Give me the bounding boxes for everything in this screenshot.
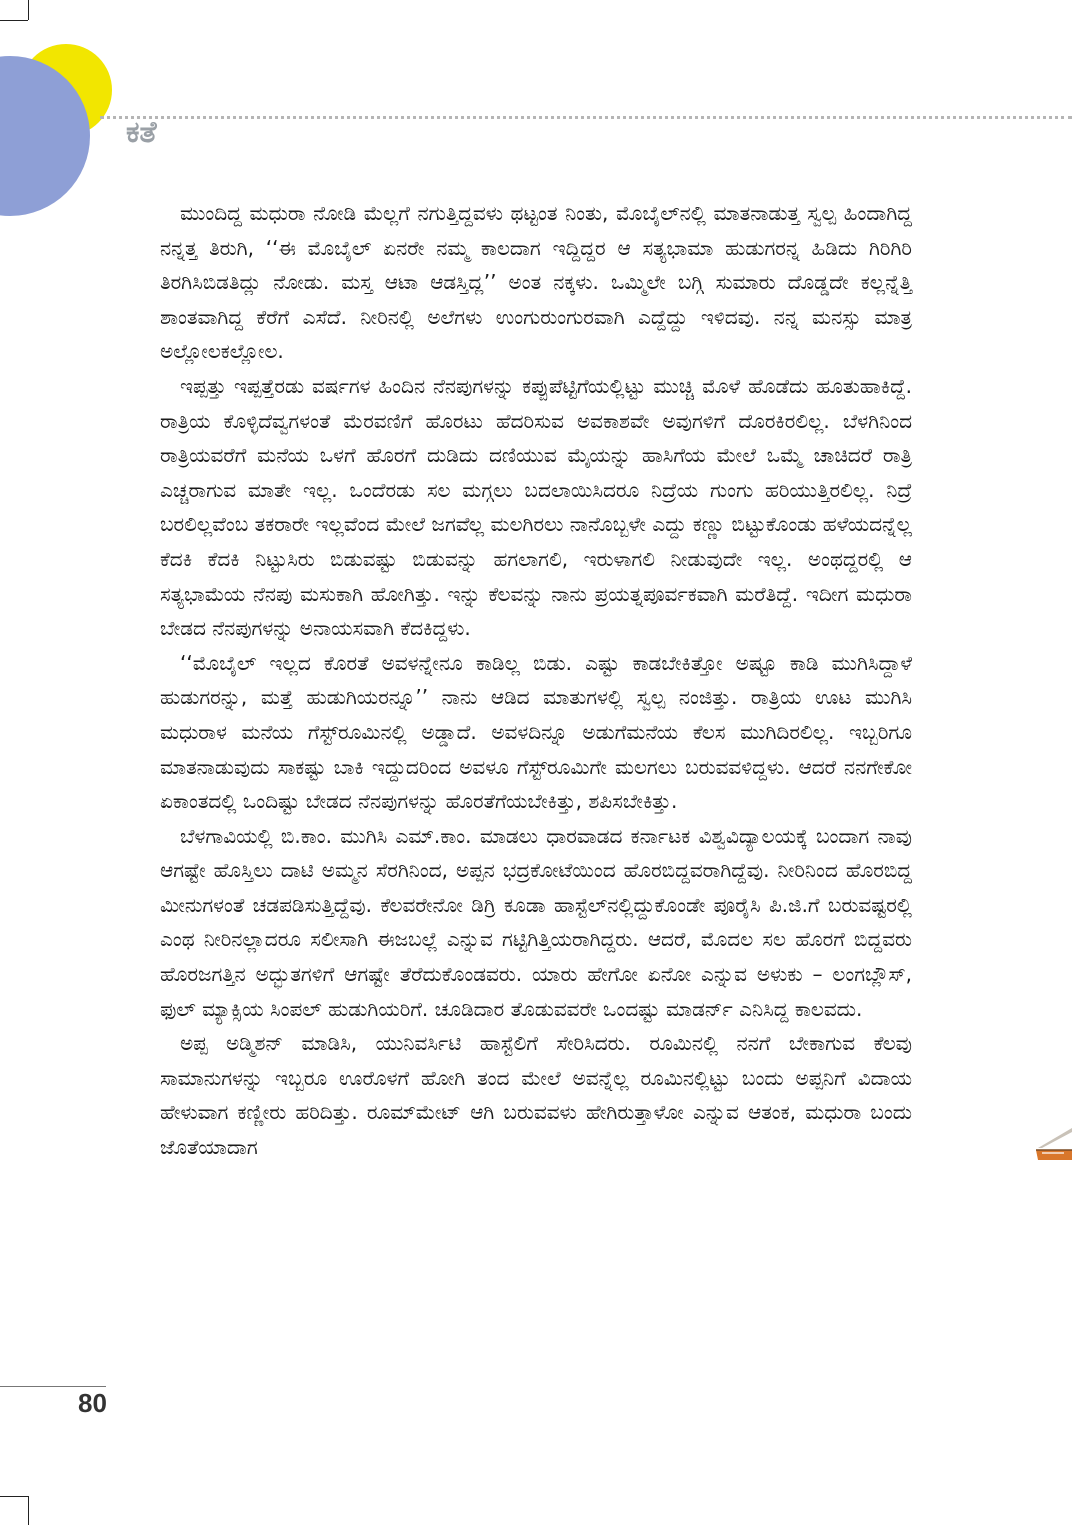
paragraph-4: ಬೆಳಗಾವಿಯಲ್ಲಿ ಬಿ.ಕಾಂ. ಮುಗಿಸಿ ಎಮ್.ಕಾಂ. ಮಾಡಲು ಧಾರವಾಡದ ಕರ್ನಾಟಕ ವಿಶ್ವವಿದ್ಯಾಲಯಕ್ಕೆ ಬಂದಾಗ ನಾವು ಆಗಷ್ಟೇ ಹೊಸ್ತಿಲು ದಾಟಿ ಅಮ್ಮನ ಸೆರಗಿನಿಂದ, ಅಪ್ಪನ ಭದ್ರಕೋಟೆಯಿಂದ ಹೊರಬಿದ್ದವರಾಗಿದ್ದೆವು. ನೀರಿನಿಂದ ಹೊರಬಿದ್ದ ಮೀನುಗಳಂತೆ ಚಡಪಡಿಸುತ್ತಿದ್ದೆವು. ಕೆಲವರೇನೋ ಡಿಗ್ರಿ ಕೂಡಾ ಹಾಸ್ಟೆಲ್‌ನಲ್ಲಿದ್ದುಕೊಂಡೇ ಪೂರೈಸಿ ಪಿ.ಜಿ.ಗೆ ಬರುವಷ್ಟರಲ್ಲಿ ಎಂಥ ನೀರಿನಲ್ಲಾದರೂ ಸಲೀಸಾಗಿ ಈಜಬಲ್ಲೆ ಎನ್ನುವ ಗಟ್ಟಿಗಿತ್ತಿಯರಾಗಿದ್ದರು. ಆದರೆ, ಮೊದಲ ಸಲ ಹೊರಗೆ ಬಿದ್ದವರು ಹೊರಜಗತ್ತಿನ ಅದ್ಭುತಗಳಿಗೆ ಆಗಷ್ಟೇ ತೆರೆದುಕೊಂಡವರು. ಯಾರು ಹೇಗೋ ಏನೋ ಎನ್ನುವ ಅಳುಕು – ಲಂಗಬ್ಲೌಸ್, ಫುಲ್ ಮ್ಯಾಕ್ಸಿಯ ಸಿಂಪಲ್ ಹುಡುಗಿಯರಿಗೆ. ಚೂಡಿದಾರ ತೊಡುವವರೇ ಒಂದಷ್ಟು ಮಾಡರ್ನ್ ಎನಿಸಿದ್ದ ಕಾಲವದು. <box>160 823 912 1021</box>
side-illustration-fragment <box>1034 1120 1072 1170</box>
crop-mark-bottom-left-vertical <box>28 1496 29 1525</box>
header-dotted-rule <box>100 116 1072 119</box>
crop-mark-top-left-vertical <box>28 0 29 20</box>
paragraph-1: ಮುಂದಿದ್ದ ಮಧುರಾ ನೋಡಿ ಮೆಲ್ಲಗೆ ನಗುತ್ತಿದ್ದವಳು ಥಟ್ಟಂತ ನಿಂತು, ಮೊಬೈಲ್‌ನಲ್ಲಿ ಮಾತನಾಡುತ್ತ ಸ್ವಲ್ಪ ಹಿಂದಾಗಿದ್ದ ನನ್ನತ್ತ ತಿರುಗಿ, ‘‘ಈ ಮೊಬೈಲ್ ಏನರೇ ನಮ್ಮ ಕಾಲದಾಗ ಇದ್ದಿದ್ದರ ಆ ಸತ್ಯಭಾಮಾ ಹುಡುಗರನ್ನ ಹಿಡಿದು ಗಿರಿಗಿರಿ ತಿರಗಿಸಿಬಿಡತಿದ್ಲು ನೋಡು. ಮಸ್ತ ಆಟಾ ಆಡಸ್ತಿದ್ಲ’’ ಅಂತ ನಕ್ಕಳು. ಒಮ್ಮಿಲೇ ಬಗ್ಗಿ ಸುಮಾರು ದೊಡ್ಡದೇ ಕಲ್ಲನ್ನೆತ್ತಿ ಶಾಂತವಾಗಿದ್ದ ಕೆರೆಗೆ ಎಸೆದೆ. ನೀರಿನಲ್ಲಿ ಅಲೆಗಳು ಉಂಗುರುಂಗುರವಾಗಿ ಎದ್ದೆದ್ದು ಇಳಿದವು. ನನ್ನ ಮನಸ್ಸು ಮಾತ್ರ ಅಲ್ಲೋಲಕಲ್ಲೋಲ. <box>160 201 912 364</box>
paragraph-5: ಅಪ್ಪ ಅಡ್ಮಿಶನ್ ಮಾಡಿಸಿ, ಯುನಿವರ್ಸಿಟಿ ಹಾಸ್ಟೆಲಿಗೆ ಸೇರಿಸಿದರು. ರೂಮಿನಲ್ಲಿ ನನಗೆ ಬೇಕಾಗುವ ಕೆಲವು ಸಾಮಾನುಗಳನ್ನು ಇಬ್ಬರೂ ಊರೊಳಗೆ ಹೋಗಿ ತಂದ ಮೇಲೆ ಅವನ್ನೆಲ್ಲ ರೂಮಿನಲ್ಲಿಟ್ಟು ಬಂದು ಅಪ್ಪನಿಗೆ ವಿದಾಯ ಹೇಳುವಾಗ ಕಣ್ಣೀರು ಹರಿದಿತ್ತು. ರೂಮ್‌ಮೇಟ್ ಆಗಿ ಬರುವವಳು ಹೇಗಿರುತ್ತಾಳೋ ಎನ್ನುವ ಆತಂಕ, ಮಧುರಾ ಬಂದು ಜೊತೆಯಾದಾಗ <box>160 1031 912 1160</box>
footer-rule <box>0 1386 106 1387</box>
paragraph-3: ‘‘ಮೊಬೈಲ್ ಇಲ್ಲದ ಕೊರತೆ ಅವಳನ್ನೇನೂ ಕಾಡಿಲ್ಲ ಬಿಡು. ಎಷ್ಟು ಕಾಡಬೇಕಿತ್ತೋ ಅಷ್ಟೂ ಕಾಡಿ ಮುಗಿಸಿದ್ದಾಳೆ ಹುಡುಗರನ್ನು, ಮತ್ತೆ ಹುಡುಗಿಯರನ್ನೂ’’ ನಾನು ಆಡಿದ ಮಾತುಗಳಲ್ಲಿ ಸ್ವಲ್ಪ ನಂಜಿತ್ತು. ರಾತ್ರಿಯ ಊಟ ಮುಗಿಸಿ ಮಧುರಾಳ ಮನೆಯ ಗೆಸ್ಟ್‌ರೂಮಿನಲ್ಲಿ ಅಡ್ಡಾದೆ. ಅವಳದಿನ್ನೂ ಅಡುಗೆಮನೆಯ ಕೆಲಸ ಮುಗಿದಿರಲಿಲ್ಲ. ಇಬ್ಬರಿಗೂ ಮಾತನಾಡುವುದು ಸಾಕಷ್ಟು ಬಾಕಿ ಇದ್ದುದರಿಂದ ಅವಳೂ ಗೆಸ್ಟ್‌ರೂಮಿಗೇ ಮಲಗಲು ಬರುವವಳಿದ್ದಳು. ಆದರೆ ನನಗೇಕೋ ಏಕಾಂತದಲ್ಲಿ ಒಂದಿಷ್ಟು ಬೇಡದ ನೆನಪುಗಳನ್ನು ಹೊರತೆಗೆಯಬೇಕಿತ್ತು, ಶಪಿಸಬೇಕಿತ್ತು. <box>160 650 912 814</box>
page-number: 80 <box>78 1388 107 1418</box>
section-label: ಕತೆ <box>126 115 157 150</box>
paragraph-2: ಇಪ್ಪತ್ತು ಇಪ್ಪತ್ತೆರಡು ವರ್ಷಗಳ ಹಿಂದಿನ ನೆನಪುಗಳನ್ನು ಕಪ್ಪುಪೆಟ್ಟಿಗೆಯಲ್ಲಿಟ್ಟು ಮುಚ್ಚಿ ಮೊಳೆ ಹೊಡೆದು ಹೂತುಹಾಕಿದ್ದೆ. ರಾತ್ರಿಯ ಕೊಳ್ಳಿದೆವ್ವಗಳಂತೆ ಮೆರವಣಿಗೆ ಹೊರಟು ಹೆದರಿಸುವ ಅವಕಾಶವೇ ಅವುಗಳಿಗೆ ದೊರಕಿರಲಿಲ್ಲ. ಬೆಳಗಿನಿಂದ ರಾತ್ರಿಯವರೆಗೆ ಮನೆಯ ಒಳಗೆ ಹೊರಗೆ ದುಡಿದು ದಣಿಯುವ ಮೈಯನ್ನು ಹಾಸಿಗೆಯ ಮೇಲೆ ಒಮ್ಮೆ ಚಾಚಿದರೆ ರಾತ್ರಿ ಎಚ್ಚರಾಗುವ ಮಾತೇ ಇಲ್ಲ. ಒಂದೆರಡು ಸಲ ಮಗ್ಗಲು ಬದಲಾಯಿಸಿದರೂ ನಿದ್ರೆಯ ಗುಂಗು ಹರಿಯುತ್ತಿರಲಿಲ್ಲ. ನಿದ್ರೆ ಬರಲಿಲ್ಲವೆಂಬ ತಕರಾರೇ ಇಲ್ಲವೆಂದ ಮೇಲೆ ಜಗವೆಲ್ಲ ಮಲಗಿರಲು ನಾನೊಬ್ಬಳೇ ಎದ್ದು ಕಣ್ಣು ಬಿಟ್ಟುಕೊಂಡು ಹಳೆಯದನ್ನೆಲ್ಲ ಕೆದಕಿ ಕೆದಕಿ ನಿಟ್ಟುಸಿರು ಬಿಡುವಷ್ಟು ಬಿಡುವನ್ನು ಹಗಲಾಗಲಿ, ಇರುಳಾಗಲಿ ನೀಡುವುದೇ ಇಲ್ಲ. ಅಂಥದ್ದರಲ್ಲಿ ಆ ಸತ್ಯಭಾಮೆಯ ನೆನಪು ಮಸುಕಾಗಿ ಹೋಗಿತ್ತು. ಇನ್ನು ಕೆಲವನ್ನು ನಾನು ಪ್ರಯತ್ನಪೂರ್ವಕವಾಗಿ ಮರೆತಿದ್ದೆ. ಇದೀಗ ಮಧುರಾ ಬೇಡದ ನೆನಪುಗಳನ್ನು ಅನಾಯಸವಾಗಿ ಕೆದಕಿದ್ದಳು. <box>160 373 912 641</box>
article-body <box>160 196 912 1165</box>
crop-mark-top-left-horizontal <box>0 20 28 21</box>
crop-mark-bottom-left-horizontal <box>0 1496 28 1497</box>
